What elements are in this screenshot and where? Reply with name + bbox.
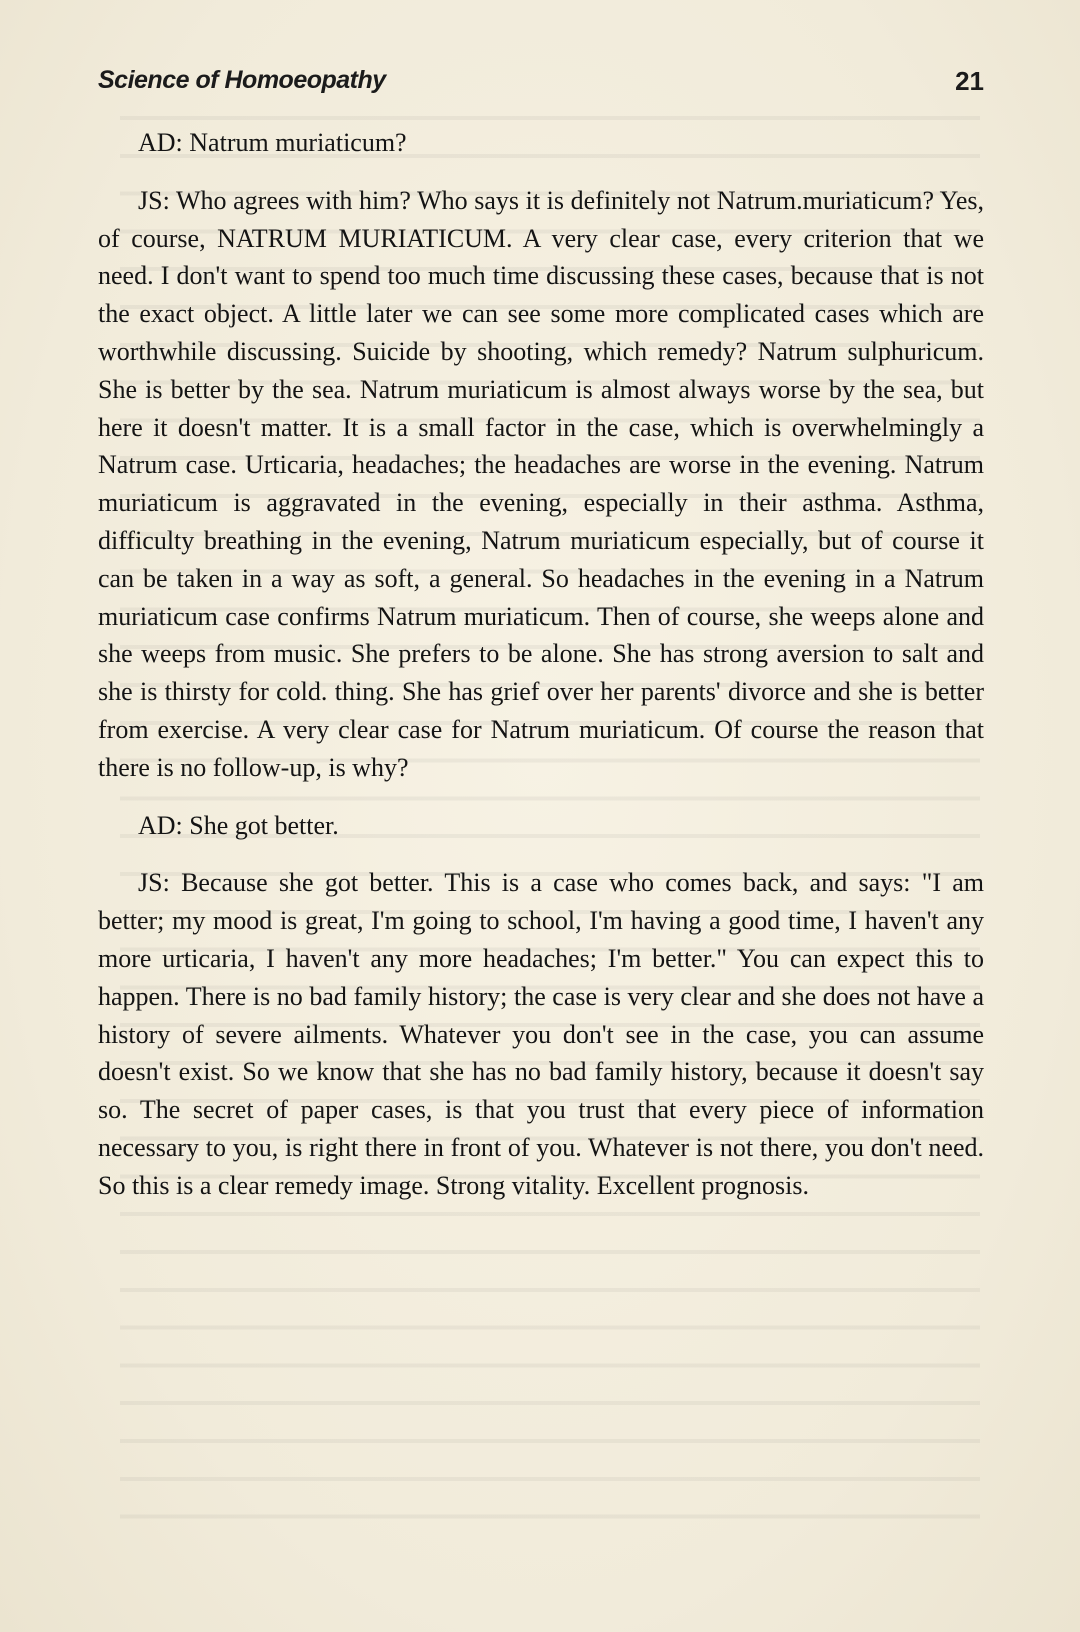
running-title: Science of Homoeopathy [98, 66, 386, 94]
body-text [98, 124, 984, 1205]
speaker-label: JS: [138, 185, 170, 215]
dialogue-paragraph [98, 864, 984, 1204]
page-number: 21 [955, 66, 984, 96]
paragraph-text: Natrum muriaticum? [189, 128, 407, 157]
speaker-label: JS: [138, 868, 170, 898]
page-header [98, 66, 984, 106]
dialogue-paragraph [98, 124, 984, 162]
paragraph-text: Who agrees with him? Who says it is definitely not Natrum.muriaticum? Yes, of course, NATRUM MURIATICUM. A very clear case, every criterion that we need. I don't want to spend too much time discussing these cases, because that is not the exact object. A little later we can see some more complicated cases which are worthwhile discussing. Suicide by shooting, which remedy? Natrum sulphuricum. She is better by the sea. Natrum muriaticum is almost always worse by the sea, but here it doesn't matter. It is a small factor in the case, which is overwhelmingly a Natrum case. Urticaria, headaches; the headaches are worse in the evening. Natrum muriaticum is aggravated in the evening, especially in their asthma. Asthma, difficulty breathing in the evening, Natrum muriaticum especially, but of course it can be taken in a way as soft, a general. So headaches in the evening in a Natrum muriaticum case confirms Natrum muriaticum. Then of course, she weeps alone and she weeps from music. She prefers to be alone. She has strong aversion to salt and she is thirsty for cold. thing. She has grief over her parents' divorce and she is better from exercise. A very clear case for Natrum muriaticum. Of course the reason that there is no follow-up, is why? [98, 185, 985, 782]
speaker-label: AD: [138, 128, 183, 157]
dialogue-paragraph [98, 807, 984, 845]
paragraph-text: Because she got better. This is a case who comes back, and says: "I am better; my mood is great, I'm going to school, I'm having a good time, I haven't any more urticaria, I haven't any more headaches; I'm better." You can expect this to happen. There is no bad family history; the case is very clear and she does not have a history of severe ailments. Whatever you don't see in the case, you can assume doesn't exist. So we know that she has no bad family history, because it doesn't say so. The secret of paper cases, is that you trust that every piece of information necessary to you, is right there in front of you. Whatever is not there, you don't need. So this is a clear remedy image. Strong vitality. Excellent prognosis. [98, 868, 984, 1200]
speaker-label: AD: [138, 810, 183, 840]
paragraph-text: She got better. [189, 810, 339, 840]
dialogue-paragraph [98, 182, 984, 787]
